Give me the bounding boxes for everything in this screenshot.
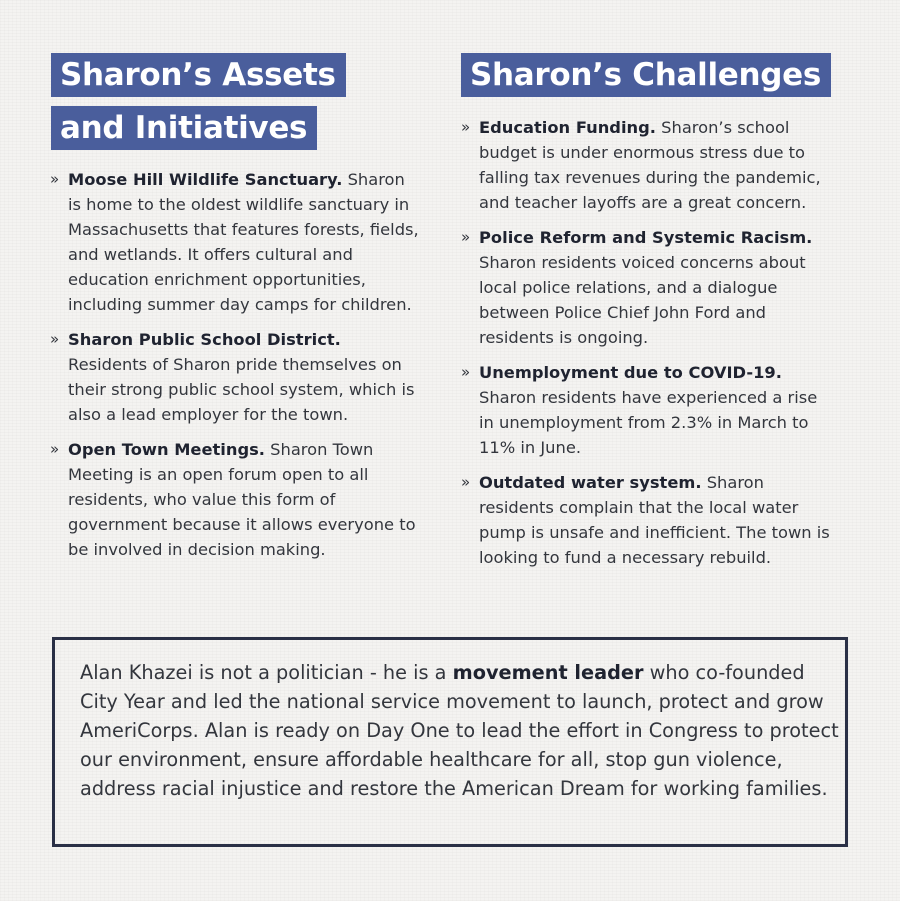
bio-text-intro: Alan Khazei is not a politician - he is a: [80, 661, 453, 684]
assets-heading: [51, 53, 346, 159]
list-item-unemployment: [461, 360, 831, 460]
item-title: Outdated water system.: [479, 473, 702, 492]
item-text: Sharon is home to the oldest wildlife sanctuary in Massachusetts that features forests, fields, and wetlands. It offers cultural and education enrichment opportunities, including summer day camps for children.: [68, 170, 419, 314]
bio-box: [52, 637, 848, 847]
challenges-heading: [461, 53, 831, 106]
bullet-marker: »: [50, 440, 60, 458]
item-text: Sharon residents complain that the local water pump is unsafe and inefficient. The town is looking to fund a necessary rebuild.: [479, 473, 830, 567]
bullet-marker: »: [461, 228, 471, 246]
item-text: Residents of Sharon pride themselves on their strong public school system, which is also a lead employer for the town.: [68, 355, 415, 424]
list-item-police-reform: [461, 225, 831, 350]
assets-list: [50, 167, 422, 572]
item-text: Sharon Town Meeting is an open forum open to all residents, who value this form of government because it allows everyone to be involved in decision making.: [68, 440, 416, 559]
bullet-marker: »: [461, 363, 471, 381]
assets-heading-line-2: and Initiatives: [51, 106, 317, 150]
bio-emphasis: movement leader: [452, 661, 644, 684]
item-title: Police Reform and Systemic Racism.: [479, 228, 813, 247]
item-text: Sharon’s school budget is under enormous stress due to falling tax revenues during the pandemic, and teacher layoffs are a great concern.: [479, 118, 821, 212]
bullet-marker: »: [50, 170, 60, 188]
challenges-heading-line-1: Sharon’s Challenges: [461, 53, 831, 97]
list-item-town-meetings: [50, 437, 422, 562]
item-text: Sharon residents voiced concerns about local police relations, and a dialogue between Police Chief John Ford and residents is ongoing.: [479, 253, 806, 347]
item-title: Education Funding.: [479, 118, 656, 137]
item-title: Unemployment due to COVID-19.: [479, 363, 782, 382]
item-title: Open Town Meetings.: [68, 440, 265, 459]
bullet-marker: »: [461, 118, 471, 136]
bio-text: [80, 658, 840, 803]
list-item-water-system: [461, 470, 831, 570]
list-item-moose-hill: [50, 167, 422, 317]
challenges-list: [461, 115, 831, 580]
item-title: Sharon Public School District.: [68, 330, 341, 349]
item-text: Sharon residents have experienced a rise in unemployment from 2.3% in March to 11% in June.: [479, 388, 818, 457]
bio-text-body: who co-founded City Year and led the national service movement to launch, protect and grow AmeriCorps. Alan is ready on Day One to lead the effort in Congress to protect our environment, ensure affordable healthcare for all, stop gun violence, address racial injustice and restore the American Dream for working families.: [80, 661, 839, 800]
bullet-marker: »: [50, 330, 60, 348]
list-item-education-funding: [461, 115, 831, 215]
bullet-marker: »: [461, 473, 471, 491]
item-title: Moose Hill Wildlife Sanctuary.: [68, 170, 343, 189]
list-item-school-district: [50, 327, 422, 427]
assets-heading-line-1: Sharon’s Assets: [51, 53, 346, 97]
